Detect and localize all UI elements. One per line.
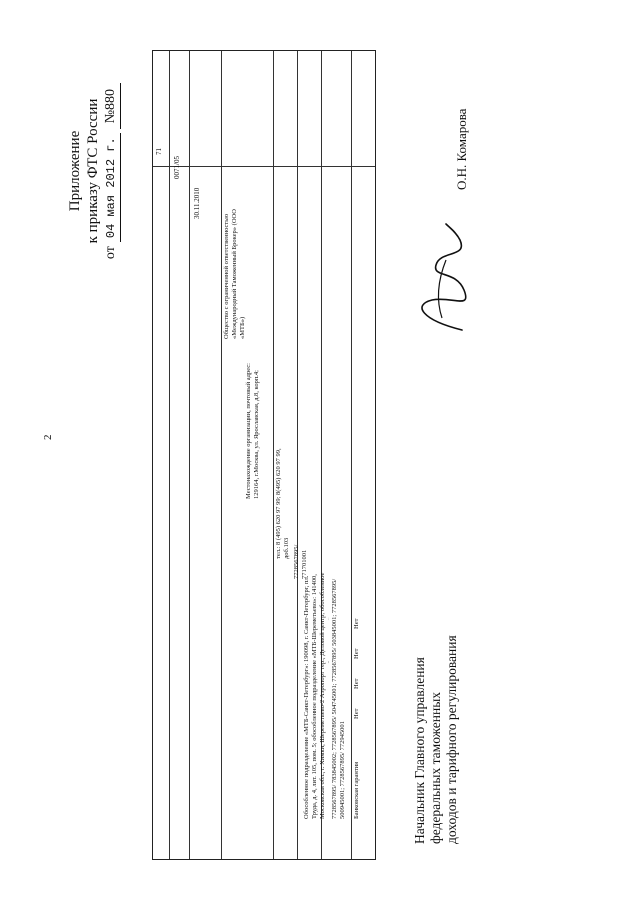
table-divider bbox=[351, 51, 352, 859]
row-flag: Нет bbox=[353, 708, 360, 719]
page-number: 2 bbox=[42, 434, 54, 440]
appendix-date-line bbox=[102, 56, 121, 286]
row-branches: Обособленное подразделение «МТБ-Санкт-Петербург»: 190098, г. Санкт-Петербург, пл. Труда, д. 4, лит. 105, пом. 5; обособленное подразделение «МТБ-Шереметьево»: 141400, Московская обл., г. Химки, Шереметьево-2 Аэропорт тер., Деловой центр; обособленное bbox=[303, 572, 327, 819]
row-org-name: Общество с ограниченной ответственностью «Международный Таможенный Брокер» (ООО «МТБ») bbox=[223, 209, 247, 339]
row-index: 71 bbox=[155, 148, 163, 155]
appendix-from-label: от bbox=[103, 246, 118, 260]
table-divider bbox=[297, 51, 298, 859]
appendix-date: 04 мая 2012 г. bbox=[102, 133, 121, 242]
signer-position bbox=[412, 554, 460, 844]
row-location: Местонахождение организации, почтовый адрес: 129164, г.Москва, ул. Ярославская, д.8, корп.4; bbox=[245, 363, 261, 499]
row-guarantee: Банковская гарантия bbox=[353, 761, 360, 819]
row-flag: Нет bbox=[353, 648, 360, 659]
row-date: 30.11.2010 bbox=[193, 187, 201, 219]
signer-position-line: федеральных таможенных bbox=[428, 691, 443, 844]
branch-inn-kpp: 7728567895/ 504745001 bbox=[331, 685, 338, 751]
row-code: 0071/05 bbox=[173, 156, 181, 179]
table-divider bbox=[273, 51, 274, 859]
signer-name: О.Н. Комарова bbox=[454, 108, 469, 190]
row-flag: Нет bbox=[353, 678, 360, 689]
row-flag: Нет bbox=[353, 618, 360, 629]
row-branch-inn-kpp: 7728567895/ 783845002; 7728567895/ 504745001; 7728567895/ 503845001; 7728567895/ 500945001; 7728567895/ 772945001 bbox=[331, 578, 347, 819]
signer-position-line: Начальник Главного управления bbox=[412, 657, 427, 844]
branch-inn-kpp: 7728567895/ 503845001 bbox=[331, 616, 338, 682]
row-phones: тел.: 8 (495) 620 97 99; 8(495) 620 97 99, доб.103 bbox=[275, 448, 291, 559]
table-divider bbox=[221, 51, 222, 859]
table-divider bbox=[169, 51, 170, 859]
branch-inn-kpp: 7728567895/ 783845002 bbox=[331, 753, 338, 819]
appendix-order-line: к приказу ФТС России bbox=[85, 98, 101, 244]
branch-inn-kpp: 7728567895/ 500945001 bbox=[331, 578, 347, 819]
table-divider bbox=[153, 166, 375, 167]
handwritten-signature bbox=[402, 220, 486, 340]
row-inn-kpp: 7728567895/ 771701001 bbox=[293, 544, 309, 579]
appendix-number: №880 bbox=[102, 83, 121, 129]
signer-position-line: доходов и тарифного регулирования bbox=[444, 635, 459, 844]
registry-table bbox=[152, 50, 376, 860]
appendix-title: Приложение bbox=[67, 130, 83, 212]
branch-inn-kpp: 7728567895/ 772945001 bbox=[339, 721, 347, 787]
appendix-header bbox=[66, 56, 121, 286]
table-divider bbox=[189, 51, 190, 859]
